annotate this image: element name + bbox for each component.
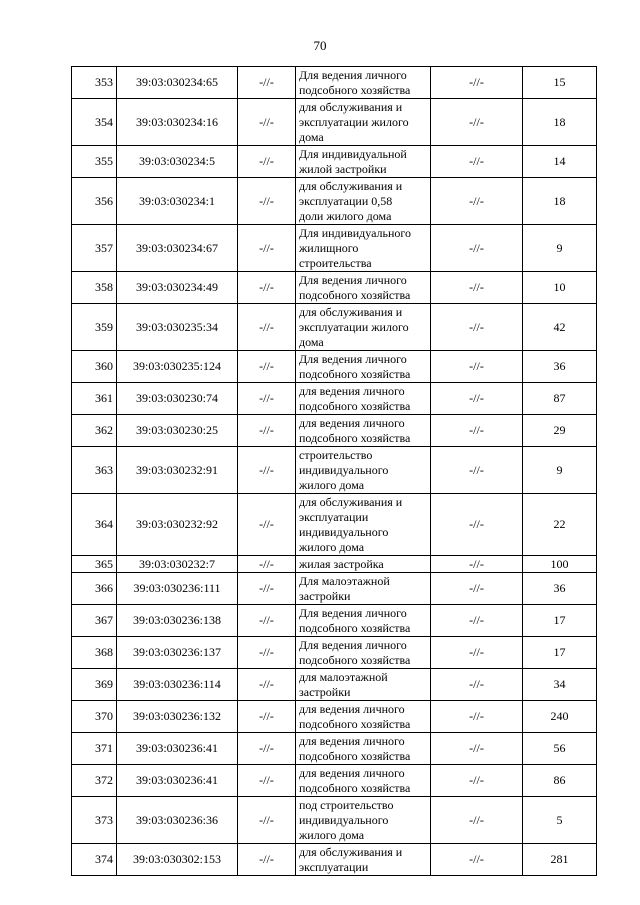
purpose-line: для ведения личного [299, 701, 405, 716]
area-value: 9 [523, 447, 597, 494]
purpose-line: для обслуживания и [299, 99, 403, 114]
cadastral-number: 39:03:030234:49 [117, 272, 238, 304]
purpose-line: индивидуального [299, 524, 389, 539]
area-value: 87 [523, 383, 597, 415]
land-use-purpose [296, 605, 431, 637]
purpose-line: для обслуживания и [299, 304, 403, 319]
purpose-line: Для ведения личного [299, 637, 407, 652]
land-plot-table [71, 66, 597, 876]
area-value: 18 [523, 99, 597, 146]
table-row [72, 304, 597, 351]
ditto-mark: -//- [431, 304, 523, 351]
land-use-purpose [296, 383, 431, 415]
row-number: 368 [72, 637, 117, 669]
table-row [72, 447, 597, 494]
ditto-mark: -//- [238, 844, 296, 876]
ditto-mark: -//- [431, 605, 523, 637]
purpose-line: подсобного хозяйства [299, 652, 411, 667]
purpose-line: Для малоэтажной [299, 573, 390, 588]
area-value: 17 [523, 605, 597, 637]
ditto-mark: -//- [431, 99, 523, 146]
purpose-line: эксплуатации [299, 859, 369, 874]
area-value: 42 [523, 304, 597, 351]
table-row [72, 383, 597, 415]
ditto-mark: -//- [238, 637, 296, 669]
ditto-mark: -//- [431, 415, 523, 447]
purpose-line: подсобного хозяйства [299, 430, 411, 445]
cadastral-number: 39:03:030236:41 [117, 765, 238, 797]
area-value: 36 [523, 573, 597, 605]
table-row [72, 146, 597, 178]
purpose-line: жилого дома [299, 539, 365, 554]
ditto-mark: -//- [431, 178, 523, 225]
purpose-line: для малоэтажной [299, 669, 388, 684]
purpose-line: эксплуатации жилого [299, 319, 409, 334]
cadastral-number: 39:03:030236:36 [117, 797, 238, 844]
row-number: 362 [72, 415, 117, 447]
cadastral-number: 39:03:030236:114 [117, 669, 238, 701]
row-number: 369 [72, 669, 117, 701]
land-use-purpose [296, 765, 431, 797]
purpose-line: подсобного хозяйства [299, 398, 411, 413]
table-row [72, 351, 597, 383]
ditto-mark: -//- [238, 447, 296, 494]
land-use-purpose [296, 701, 431, 733]
ditto-mark: -//- [238, 765, 296, 797]
purpose-line: Для ведения личного [299, 605, 407, 620]
table-row [72, 701, 597, 733]
purpose-line: для ведения личного [299, 765, 405, 780]
purpose-line: Для ведения личного [299, 67, 407, 82]
land-use-purpose [296, 304, 431, 351]
ditto-mark: -//- [431, 272, 523, 304]
purpose-line: застройки [299, 588, 351, 603]
ditto-mark: -//- [431, 494, 523, 556]
table-row [72, 765, 597, 797]
row-number: 372 [72, 765, 117, 797]
land-use-purpose [296, 225, 431, 272]
purpose-line: подсобного хозяйства [299, 287, 411, 302]
row-number: 365 [72, 556, 117, 573]
ditto-mark: -//- [431, 67, 523, 99]
table-row [72, 178, 597, 225]
area-value: 56 [523, 733, 597, 765]
table-row [72, 605, 597, 637]
purpose-line: жилого дома [299, 477, 365, 492]
table-row [72, 733, 597, 765]
row-number: 354 [72, 99, 117, 146]
area-value: 34 [523, 669, 597, 701]
ditto-mark: -//- [238, 415, 296, 447]
land-use-purpose [296, 351, 431, 383]
cadastral-number: 39:03:030230:74 [117, 383, 238, 415]
row-number: 353 [72, 67, 117, 99]
row-number: 361 [72, 383, 117, 415]
row-number: 371 [72, 733, 117, 765]
purpose-line: подсобного хозяйства [299, 780, 411, 795]
ditto-mark: -//- [431, 351, 523, 383]
ditto-mark: -//- [431, 447, 523, 494]
table-row [72, 415, 597, 447]
cadastral-number: 39:03:030232:91 [117, 447, 238, 494]
table-row [72, 67, 597, 99]
purpose-line: строительства [299, 255, 372, 270]
area-value: 100 [523, 556, 597, 573]
purpose-line: для обслуживания и [299, 494, 403, 509]
table-body [72, 67, 597, 876]
ditto-mark: -//- [238, 225, 296, 272]
row-number: 359 [72, 304, 117, 351]
cadastral-number: 39:03:030302:153 [117, 844, 238, 876]
ditto-mark: -//- [238, 605, 296, 637]
purpose-line: для обслуживания и [299, 844, 403, 859]
area-value: 14 [523, 146, 597, 178]
row-number: 370 [72, 701, 117, 733]
cadastral-number: 39:03:030235:124 [117, 351, 238, 383]
land-use-purpose [296, 637, 431, 669]
row-number: 358 [72, 272, 117, 304]
ditto-mark: -//- [238, 178, 296, 225]
purpose-line: для обслуживания и [299, 178, 403, 193]
cadastral-number: 39:03:030236:111 [117, 573, 238, 605]
cadastral-number: 39:03:030232:92 [117, 494, 238, 556]
purpose-line: жилой застройки [299, 161, 387, 176]
purpose-line: строительство [299, 447, 373, 462]
row-number: 366 [72, 573, 117, 605]
ditto-mark: -//- [431, 765, 523, 797]
ditto-mark: -//- [431, 701, 523, 733]
cadastral-number: 39:03:030230:25 [117, 415, 238, 447]
purpose-line: жилого дома [299, 827, 365, 842]
purpose-line: подсобного хозяйства [299, 82, 411, 97]
table-row [72, 844, 597, 876]
ditto-mark: -//- [431, 225, 523, 272]
ditto-mark: -//- [238, 733, 296, 765]
ditto-mark: -//- [238, 304, 296, 351]
row-number: 356 [72, 178, 117, 225]
purpose-line: жилая застройка [299, 556, 384, 571]
purpose-line: жилищного [299, 240, 359, 255]
cadastral-number: 39:03:030236:132 [117, 701, 238, 733]
ditto-mark: -//- [238, 573, 296, 605]
ditto-mark: -//- [238, 99, 296, 146]
purpose-line: под строительство [299, 797, 394, 812]
area-value: 36 [523, 351, 597, 383]
ditto-mark: -//- [431, 383, 523, 415]
ditto-mark: -//- [431, 573, 523, 605]
land-use-purpose [296, 844, 431, 876]
table-row [72, 573, 597, 605]
cadastral-number: 39:03:030232:7 [117, 556, 238, 573]
ditto-mark: -//- [238, 494, 296, 556]
row-number: 363 [72, 447, 117, 494]
row-number: 355 [72, 146, 117, 178]
cadastral-number: 39:03:030234:5 [117, 146, 238, 178]
purpose-line: Для индивидуального [299, 225, 412, 240]
page-number: 70 [313, 38, 327, 53]
purpose-line: застройки [299, 684, 351, 699]
ditto-mark: -//- [238, 146, 296, 178]
land-use-purpose [296, 494, 431, 556]
purpose-line: Для ведения личного [299, 272, 407, 287]
purpose-line: Для ведения личного [299, 351, 407, 366]
land-use-purpose [296, 99, 431, 146]
ditto-mark: -//- [431, 733, 523, 765]
purpose-line: для ведения личного [299, 733, 405, 748]
table-row [72, 669, 597, 701]
area-value: 281 [523, 844, 597, 876]
land-use-purpose [296, 797, 431, 844]
area-value: 22 [523, 494, 597, 556]
purpose-line: эксплуатации жилого [299, 114, 409, 129]
row-number: 374 [72, 844, 117, 876]
cadastral-number: 39:03:030235:34 [117, 304, 238, 351]
area-value: 18 [523, 178, 597, 225]
area-value: 15 [523, 67, 597, 99]
area-value: 240 [523, 701, 597, 733]
row-number: 360 [72, 351, 117, 383]
cadastral-number: 39:03:030234:65 [117, 67, 238, 99]
purpose-line: подсобного хозяйства [299, 366, 411, 381]
table-row [72, 556, 597, 573]
row-number: 364 [72, 494, 117, 556]
land-use-purpose [296, 669, 431, 701]
purpose-line: дома [299, 334, 324, 349]
area-value: 17 [523, 637, 597, 669]
ditto-mark: -//- [431, 146, 523, 178]
land-use-purpose [296, 272, 431, 304]
purpose-line: эксплуатации [299, 509, 369, 524]
row-number: 367 [72, 605, 117, 637]
ditto-mark: -//- [238, 556, 296, 573]
table-row [72, 637, 597, 669]
ditto-mark: -//- [238, 383, 296, 415]
purpose-line: индивидуального [299, 812, 389, 827]
purpose-line: подсобного хозяйства [299, 620, 411, 635]
land-use-purpose [296, 178, 431, 225]
ditto-mark: -//- [238, 272, 296, 304]
cadastral-number: 39:03:030234:16 [117, 99, 238, 146]
table-row [72, 494, 597, 556]
cadastral-number: 39:03:030236:137 [117, 637, 238, 669]
table-row [72, 99, 597, 146]
row-number: 357 [72, 225, 117, 272]
table-row [72, 272, 597, 304]
area-value: 9 [523, 225, 597, 272]
cadastral-number: 39:03:030234:67 [117, 225, 238, 272]
ditto-mark: -//- [238, 67, 296, 99]
land-use-purpose [296, 573, 431, 605]
row-number: 373 [72, 797, 117, 844]
table-row [72, 225, 597, 272]
purpose-line: подсобного хозяйства [299, 716, 411, 731]
ditto-mark: -//- [431, 556, 523, 573]
cadastral-number: 39:03:030236:138 [117, 605, 238, 637]
land-use-purpose [296, 733, 431, 765]
purpose-line: Для индивидуальной [299, 146, 407, 161]
ditto-mark: -//- [238, 701, 296, 733]
ditto-mark: -//- [431, 637, 523, 669]
purpose-line: подсобного хозяйства [299, 748, 411, 763]
purpose-line: индивидуального [299, 462, 389, 477]
area-value: 86 [523, 765, 597, 797]
ditto-mark: -//- [238, 669, 296, 701]
land-use-purpose [296, 556, 431, 573]
ditto-mark: -//- [431, 669, 523, 701]
ditto-mark: -//- [431, 797, 523, 844]
area-value: 5 [523, 797, 597, 844]
land-use-purpose [296, 415, 431, 447]
area-value: 29 [523, 415, 597, 447]
table-row [72, 797, 597, 844]
land-use-purpose [296, 447, 431, 494]
purpose-line: доли жилого дома [299, 208, 392, 223]
land-use-purpose [296, 146, 431, 178]
purpose-line: дома [299, 129, 324, 144]
ditto-mark: -//- [238, 351, 296, 383]
purpose-line: для ведения личного [299, 415, 405, 430]
area-value: 10 [523, 272, 597, 304]
land-use-purpose [296, 67, 431, 99]
purpose-line: для ведения личного [299, 383, 405, 398]
purpose-line: эксплуатации 0,58 [299, 193, 393, 208]
cadastral-number: 39:03:030234:1 [117, 178, 238, 225]
ditto-mark: -//- [238, 797, 296, 844]
ditto-mark: -//- [431, 844, 523, 876]
cadastral-number: 39:03:030236:41 [117, 733, 238, 765]
